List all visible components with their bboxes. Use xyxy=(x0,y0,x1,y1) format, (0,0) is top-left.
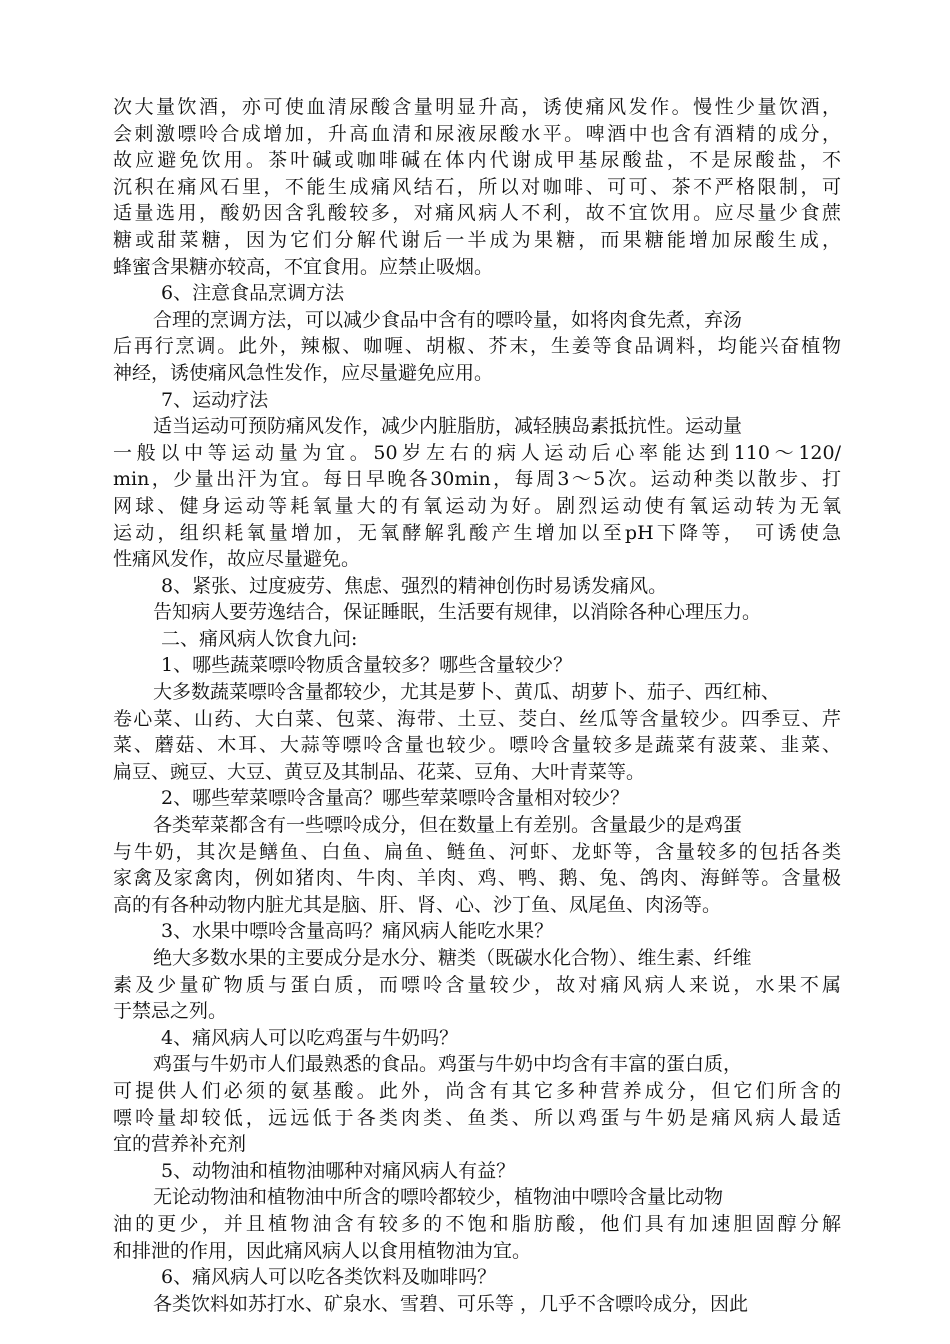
text-line: 糖或甜菜糖，因为它们分解代谢后一半成为果糖，而果糖能增加尿酸生成， xyxy=(113,228,841,251)
text-line: 嘌呤量却较低，远远低于各类肉类、鱼类、所以鸡蛋与牛奶是痛风病人最适 xyxy=(113,1106,841,1129)
text-line: 后再行烹调。此外，辣椒、咖喱、胡椒、芥末，生姜等食品调料，均能兴奋植物 xyxy=(113,335,841,358)
section-heading: 4、痛风病人可以吃鸡蛋与牛奶吗？ xyxy=(161,1026,459,1049)
text-line: 蜂蜜含果糖亦较高，不宜食用。应禁止吸烟。 xyxy=(113,255,494,278)
text-line: 运动，组织耗氧量增加，无氧酵解乳酸产生增加以至pH下降等， 可诱使急 xyxy=(113,521,841,544)
text-line: 网球、健身运动等耗氧量大的有氧运动为好。剧烈运动使有氧运动转为无氧 xyxy=(113,494,841,517)
text-line: 绝大多数水果的主要成分是水分、糖类（既碳水化合物）、维生素、纤维 xyxy=(153,947,752,969)
text-line: 和排泄的作用，因此痛风病人以食用植物油为宜。 xyxy=(113,1239,532,1262)
text-line: 与牛奶，其次是鳝鱼、白鱼、扁鱼、鲢鱼、河虾、龙虾等，含量较多的包括各类 xyxy=(113,840,841,863)
text-line: 宜的营养补充剂 xyxy=(113,1133,247,1156)
section-heading: 6、痛风病人可以吃各类饮料及咖啡吗？ xyxy=(161,1266,497,1289)
text-line: 扁豆、豌豆、大豆、黄豆及其制品、花菜、豆角、大叶青菜等。 xyxy=(113,760,646,783)
section-heading: 1、哪些蔬菜嘌呤物质含量较多？哪些含量较少？ xyxy=(161,654,573,677)
text-line: 次大量饮酒，亦可使血清尿酸含量明显升高，诱使痛风发作。慢性少量饮酒， xyxy=(113,96,841,118)
text-line: 神经，诱使痛风急性发作，应尽量避免应用。 xyxy=(113,361,494,384)
text-line: 于禁忌之列。 xyxy=(113,1000,228,1023)
text-line: 告知病人要劳逸结合，保证睡眠，生活要有规律，以消除各种心理压力。 xyxy=(153,601,762,624)
text-line: 高的有各种动物内脏尤其是脑、肝、肾、心、沙丁鱼、凤尾鱼、肉汤等。 xyxy=(113,893,722,916)
text-line: 性痛风发作，故应尽量避免。 xyxy=(113,548,361,571)
text-line: 沉积在痛风石里，不能生成痛风结石，所以对咖啡、可可、茶不严格限制，可 xyxy=(113,175,841,198)
text-line: 一般以中等运动量为宜。50岁左右的病人运动后心率能达到110～120/ xyxy=(113,441,841,464)
text-line: 故应避免饮用。茶叶碱或咖啡碱在体内代谢成甲基尿酸盐，不是尿酸盐，不 xyxy=(113,149,841,172)
text-line: 家禽及家禽肉，例如猪肉、牛肉、羊肉、鸡、鸭、鹅、兔、鸽肉、海鲜等。含量极 xyxy=(113,867,841,890)
document-body xyxy=(113,94,841,1317)
text-line: 各类饮料如苏打水、矿泉水、雪碧、可乐等 ，几乎不含嘌呤成分，因此 xyxy=(153,1292,749,1315)
section-heading: 二、痛风病人饮食九问: xyxy=(161,627,358,650)
text-line: 无论动物油和植物油中所含的嘌呤都较少，植物油中嘌呤含量比动物 xyxy=(153,1186,724,1209)
section-heading: 3、水果中嘌呤含量高吗？痛风病人能吃水果？ xyxy=(161,920,554,943)
text-line: 适当运动可预防痛风发作，减少内脏脂肪，减轻胰岛素抵抗性。运动量 xyxy=(153,415,743,438)
text-line: 油的更少，并且植物油含有较多的不饱和脂肪酸，他们具有加速胆固醇分解 xyxy=(113,1212,841,1235)
section-heading: 6、注意食品烹调方法 xyxy=(161,282,345,305)
text-line: 各类荤菜都含有一些嘌呤成分，但在数量上有差别。含量最少的是鸡蛋 xyxy=(153,814,743,837)
section-heading: 7、运动疗法 xyxy=(161,388,269,411)
section-heading: 2、哪些荤菜嘌呤含量高？哪些荤菜嘌呤含量相对较少？ xyxy=(161,787,630,810)
section-heading: 8、紧张、过度疲劳、焦虑、强烈的精神创伤时易诱发痛风。 xyxy=(161,574,668,597)
text-line: 菜、蘑菇、木耳、大蒜等嘌呤含量也较少。嘌呤含量较多是蔬菜有菠菜、韭菜、 xyxy=(113,734,841,757)
text-line: 素及少量矿物质与蛋白质，而嘌呤含量较少，故对痛风病人来说，水果不属 xyxy=(113,973,841,996)
section-heading: 5、动物油和植物油哪种对痛风病人有益？ xyxy=(161,1159,516,1182)
text-line: 适量选用，酸奶因含乳酸较多，对痛风病人不利，故不宜饮用。应尽量少食蔗 xyxy=(113,202,841,225)
text-line: 合理的烹调方法，可以减少食品中含有的嘌呤量，如将肉食先煮，弃汤 xyxy=(153,308,743,331)
text-line: 鸡蛋与牛奶市人们最熟悉的食品。鸡蛋与牛奶中均含有丰富的蛋白质， xyxy=(153,1053,743,1076)
text-line: 可提供人们必须的氨基酸。此外，尚含有其它多种营养成分，但它们所含的 xyxy=(113,1079,841,1102)
text-line: 会刺激嘌呤合成增加，升高血清和尿液尿酸水平。啤酒中也含有酒精的成分， xyxy=(113,122,841,145)
text-line: min，少量出汗为宜。每日早晚各30min，每周3～5次。运动种类以散步、打 xyxy=(113,468,841,491)
text-line: 卷心菜、山药、大白菜、包菜、海带、土豆、茭白、丝瓜等含量较少。四季豆、芹 xyxy=(113,707,841,730)
text-line: 大多数蔬菜嘌呤含量都较少，尤其是萝卜、黄瓜、胡萝卜、茄子、西红柿、 xyxy=(153,681,781,704)
